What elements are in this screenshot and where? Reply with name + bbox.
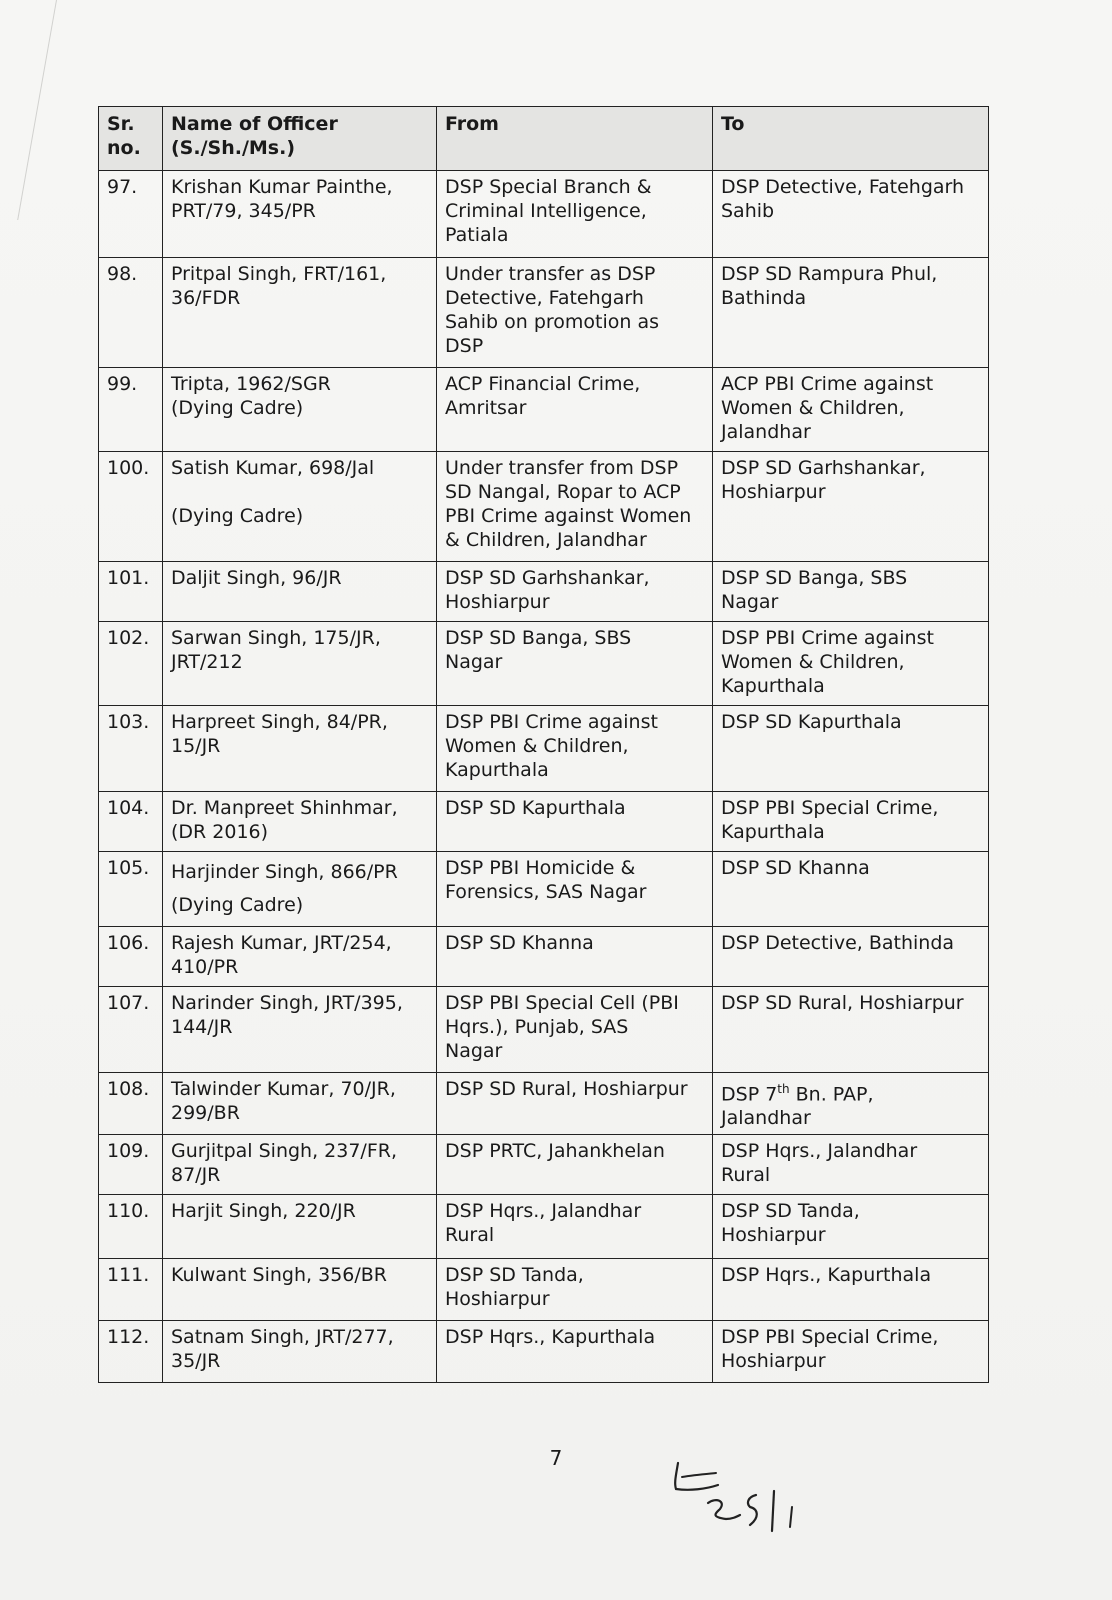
- cell-to: DSP Hqrs., Jalandhar Rural: [713, 1135, 989, 1195]
- cell-officer-name: Krishan Kumar Painthe, PRT/79, 345/PR: [163, 171, 437, 258]
- cell-officer-name: Daljit Singh, 96/JR: [163, 562, 437, 622]
- cell-officer-name: Harpreet Singh, 84/PR, 15/JR: [163, 706, 437, 792]
- cell-officer-name: Gurjitpal Singh, 237/FR, 87/JR: [163, 1135, 437, 1195]
- header-to: To: [713, 107, 989, 171]
- ordinal-suffix: th: [777, 1082, 790, 1096]
- cell-to: DSP SD Khanna: [713, 852, 989, 927]
- page-number: 7: [549, 1446, 563, 1470]
- table-header-row: [99, 107, 989, 171]
- cell-sr: 102.: [99, 622, 163, 706]
- table-row: [99, 792, 989, 852]
- cell-from: DSP SD Tanda, Hoshiarpur: [437, 1259, 713, 1321]
- cell-to: DSP PBI Crime against Women & Children, Kapurthala: [713, 622, 989, 706]
- table-row: [99, 1195, 989, 1259]
- cell-sr: 98.: [99, 258, 163, 368]
- cell-from: DSP SD Kapurthala: [437, 792, 713, 852]
- header-name-of-officer: Name of Officer (S./Sh./Ms.): [163, 107, 437, 171]
- handwritten-initials: [660, 1455, 820, 1555]
- cell-from: ACP Financial Crime, Amritsar: [437, 368, 713, 452]
- cell-sr: 107.: [99, 987, 163, 1073]
- cell-sr: 101.: [99, 562, 163, 622]
- table-row: [99, 622, 989, 706]
- cell-to: DSP PBI Special Crime, Kapurthala: [713, 792, 989, 852]
- cell-to: DSP PBI Special Crime, Hoshiarpur: [713, 1321, 989, 1383]
- cell-from: DSP PRTC, Jahankhelan: [437, 1135, 713, 1195]
- transfer-table: [98, 106, 989, 1383]
- cell-from: DSP PBI Homicide & Forensics, SAS Nagar: [437, 852, 713, 927]
- table-row: [99, 258, 989, 368]
- cell-from: DSP SD Banga, SBS Nagar: [437, 622, 713, 706]
- cell-to: DSP Hqrs., Kapurthala: [713, 1259, 989, 1321]
- table-row: [99, 706, 989, 792]
- cell-to: ACP PBI Crime against Women & Children, Jalandhar: [713, 368, 989, 452]
- cell-sr: 100.: [99, 452, 163, 562]
- table-row: [99, 1321, 989, 1383]
- cell-from: DSP SD Garhshankar, Hoshiarpur: [437, 562, 713, 622]
- table-row: [99, 1135, 989, 1195]
- cell-from: Under transfer from DSP SD Nangal, Ropar to ACP PBI Crime against Women & Children, Jalandhar: [437, 452, 713, 562]
- cell-sr: 111.: [99, 1259, 163, 1321]
- cell-to: DSP Detective, Fatehgarh Sahib: [713, 171, 989, 258]
- cell-from: DSP PBI Special Cell (PBI Hqrs.), Punjab, SAS Nagar: [437, 987, 713, 1073]
- table-row: [99, 1073, 989, 1135]
- table-row: [99, 368, 989, 452]
- cell-to: DSP SD Banga, SBS Nagar: [713, 562, 989, 622]
- cell-to: DSP SD Rural, Hoshiarpur: [713, 987, 989, 1073]
- cell-officer-name: Satnam Singh, JRT/277, 35/JR: [163, 1321, 437, 1383]
- cell-to: DSP SD Garhshankar, Hoshiarpur: [713, 452, 989, 562]
- to-text-rest: Bn. PAP, Jalandhar: [721, 1083, 874, 1130]
- cell-to: DSP SD Tanda, Hoshiarpur: [713, 1195, 989, 1259]
- cell-from: DSP Hqrs., Kapurthala: [437, 1321, 713, 1383]
- header-sr-no: Sr. no.: [99, 107, 163, 171]
- cell-officer-name: Harjit Singh, 220/JR: [163, 1195, 437, 1259]
- table-row: [99, 452, 989, 562]
- cell-from: DSP SD Khanna: [437, 927, 713, 987]
- cell-from: DSP SD Rural, Hoshiarpur: [437, 1073, 713, 1135]
- cell-officer-name: Talwinder Kumar, 70/JR, 299/BR: [163, 1073, 437, 1135]
- cell-officer-name: Narinder Singh, JRT/395, 144/JR: [163, 987, 437, 1073]
- cell-sr: 106.: [99, 927, 163, 987]
- cell-sr: 97.: [99, 171, 163, 258]
- cell-from: Under transfer as DSP Detective, Fatehgarh Sahib on promotion as DSP: [437, 258, 713, 368]
- cell-sr: 105.: [99, 852, 163, 927]
- cell-from: DSP PBI Crime against Women & Children, Kapurthala: [437, 706, 713, 792]
- cell-to: [713, 1073, 989, 1135]
- cell-sr: 112.: [99, 1321, 163, 1383]
- cell-to: DSP SD Kapurthala: [713, 706, 989, 792]
- cell-sr: 99.: [99, 368, 163, 452]
- table-row: [99, 987, 989, 1073]
- cell-officer-name: Pritpal Singh, FRT/161, 36/FDR: [163, 258, 437, 368]
- cell-officer-name: Satish Kumar, 698/Jal (Dying Cadre): [163, 452, 437, 562]
- cell-sr: 109.: [99, 1135, 163, 1195]
- header-from: From: [437, 107, 713, 171]
- table-row: [99, 1259, 989, 1321]
- to-text-prefix: DSP 7: [721, 1083, 778, 1106]
- cell-sr: 110.: [99, 1195, 163, 1259]
- table-row: [99, 852, 989, 927]
- cell-officer-name: Tripta, 1962/SGR (Dying Cadre): [163, 368, 437, 452]
- table-row: [99, 171, 989, 258]
- cell-to: DSP SD Rampura Phul, Bathinda: [713, 258, 989, 368]
- cell-officer-name: Sarwan Singh, 175/JR, JRT/212: [163, 622, 437, 706]
- cell-officer-name: Rajesh Kumar, JRT/254, 410/PR: [163, 927, 437, 987]
- cell-to: DSP Detective, Bathinda: [713, 927, 989, 987]
- table-row: [99, 562, 989, 622]
- cell-sr: 103.: [99, 706, 163, 792]
- cell-from: DSP Hqrs., Jalandhar Rural: [437, 1195, 713, 1259]
- table-row: [99, 927, 989, 987]
- cell-officer-name: Dr. Manpreet Shinhmar, (DR 2016): [163, 792, 437, 852]
- cell-sr: 104.: [99, 792, 163, 852]
- cell-officer-name: Harjinder Singh, 866/PR (Dying Cadre): [163, 852, 437, 927]
- cell-sr: 108.: [99, 1073, 163, 1135]
- cell-from: DSP Special Branch & Criminal Intelligence, Patiala: [437, 171, 713, 258]
- cell-officer-name: Kulwant Singh, 356/BR: [163, 1259, 437, 1321]
